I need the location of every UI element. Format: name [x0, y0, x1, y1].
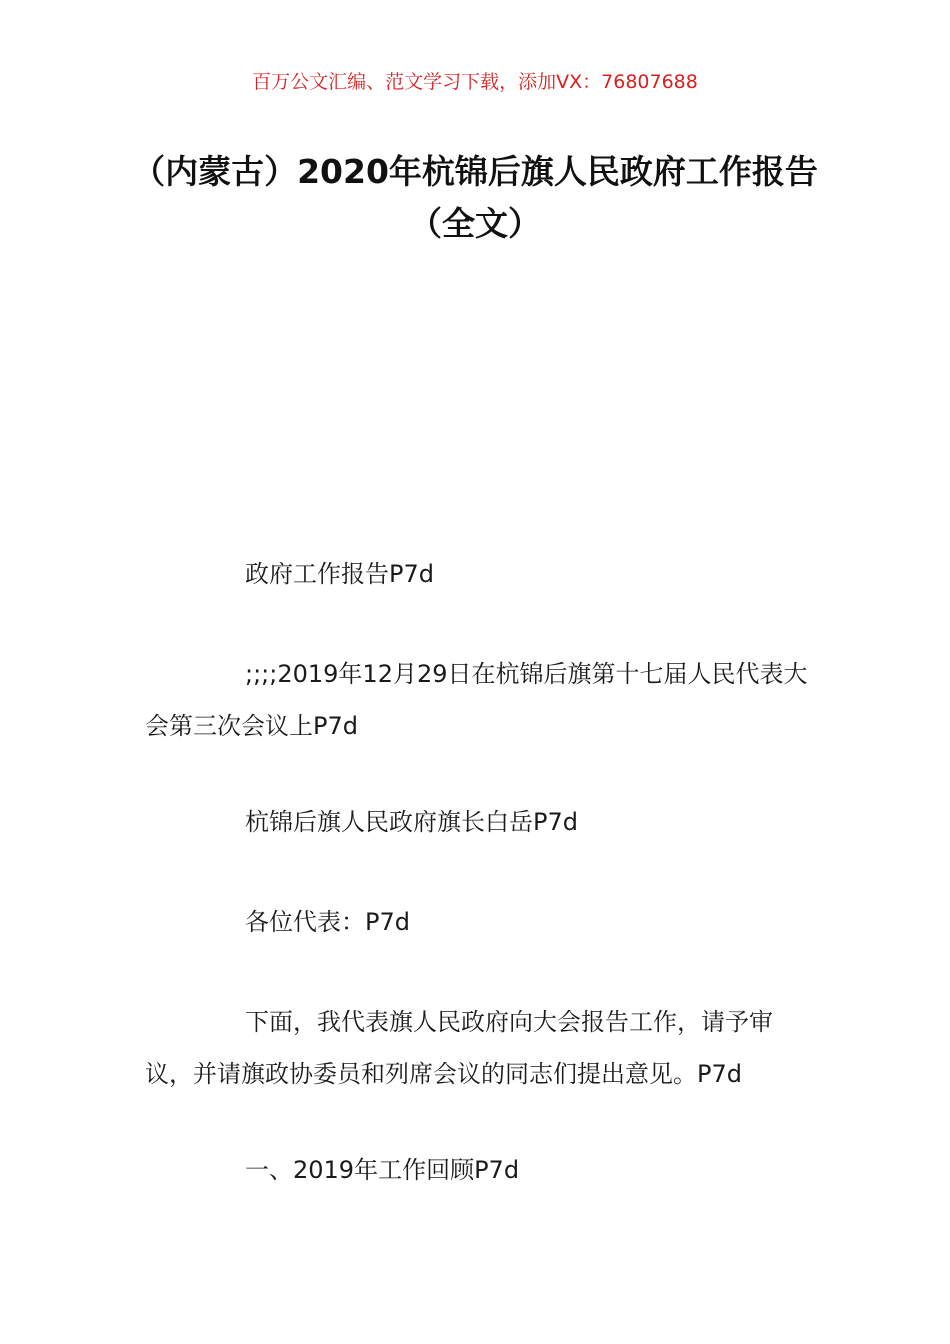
document-title: （内蒙古）2020年杭锦后旗人民政府工作报告（全文） — [132, 152, 818, 243]
paragraph-speaker: 杭锦后旗人民政府旗长白岳P7d — [245, 808, 578, 836]
paragraph-salutation: 各位代表：P7d — [245, 908, 410, 936]
section-heading-review: 一、2019年工作回顾P7d — [245, 1156, 520, 1184]
paragraph-meeting-date: ;;;;2019年12月29日在杭锦后旗第十七届人民代表大会第三次会议上P7d — [145, 660, 808, 740]
paragraph-report-label: 政府工作报告P7d — [245, 560, 434, 588]
header-note: 百万公文汇编、范文学习下载，添加VX：76807688 — [252, 71, 698, 93]
paragraph-intro: 下面，我代表旗人民政府向大会报告工作，请予审议，并请旗政协委员和列席会议的同志们提出意见。P7d — [145, 1008, 773, 1088]
